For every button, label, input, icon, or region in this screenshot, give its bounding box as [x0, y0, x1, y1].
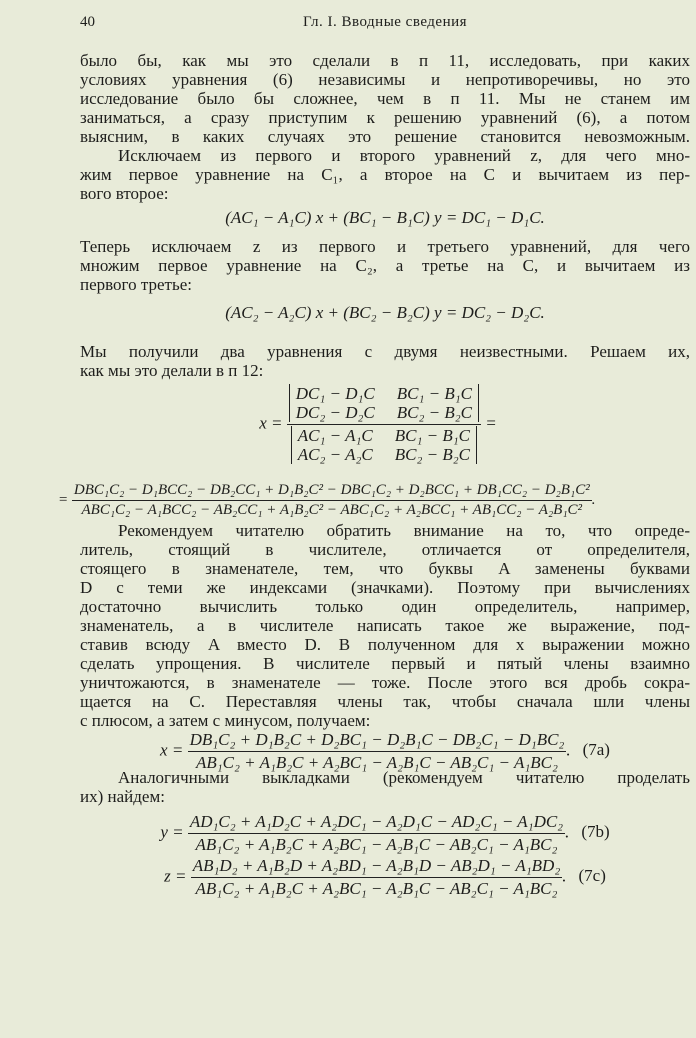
determinant-fraction — [287, 384, 481, 465]
text-line: щается на C. Переставляя члены так, чтобы сначала шли члены — [80, 692, 690, 711]
text-line: D с теми же индексами (значками). Поэтому при вычислениях — [80, 578, 690, 597]
lhs: x = — [259, 413, 283, 433]
text-line: Теперь исключаем z из первого и третьего уравнений, для чего — [80, 237, 690, 256]
equation-number: (7c) — [578, 866, 606, 886]
equation-number: (7b) — [581, 822, 610, 842]
text-line: ставив всюду A вместо D. В полученном для x выражении можно — [80, 635, 690, 654]
denominator: AB₁C₂ + A₁B₂C + A₂BC₁ − A₂B₁C − AB₂C₁ − A₁BC₂ — [195, 879, 558, 898]
equation-2: (AC₂ − A₂C) x + (BC₂ − B₂C) y = DC₂ − D₂C. — [225, 303, 545, 322]
text-line: уничтожаются, в знаменателе — тоже. После этого вся дробь сокра- — [80, 673, 690, 692]
expanded-fraction — [72, 482, 592, 519]
cell: AC₂ − A₂C — [297, 445, 373, 464]
text-line: достаточно вычислить только один определитель, например, — [80, 597, 690, 616]
text-line: выясним, в каких случаях это решение становится невозможным. — [80, 127, 690, 146]
text-line: как мы это делали в п 12: — [80, 361, 264, 380]
text-line: Аналогичными выкладками (рекомендуем читателю проделать — [118, 768, 690, 787]
text-line: их) найдем: — [80, 787, 165, 806]
text-line: было бы, как мы это сделали в п 11, исследовать, при каких — [80, 51, 690, 70]
equation-number: (7a) — [582, 740, 610, 760]
cell: BC₁ − B₁C — [396, 384, 473, 403]
cell: BC₁ − B₁C — [394, 426, 470, 445]
fraction — [191, 856, 563, 899]
text-line: заниматься, а сразу приступим к решению уравнений (6), а потом — [80, 108, 690, 127]
text-line: Мы получили два уравнения с двумя неизвестными. Решаем их, — [80, 342, 690, 361]
numerator: DBC₁C₂ − D₁BCC₂ − DB₂CC₁ + D₁B₂C² − DBC₁C₂ + D₂BCC₁ + DB₁CC₂ − D₂B₁C² — [72, 482, 592, 501]
text-line: Исключаем из первого и второго уравнений z, для чего мно- — [118, 146, 690, 165]
expanded-equation — [58, 482, 696, 519]
period: . — [591, 491, 596, 508]
cell: DC₁ − D₁C — [295, 384, 375, 403]
paragraph-1 — [80, 51, 690, 203]
page-number: 40 — [80, 14, 95, 30]
paragraph-3 — [80, 237, 690, 294]
text-line: Рекомендуем читателю обратить внимание на то, что опреде- — [118, 521, 690, 540]
lhs: x = — [160, 740, 184, 760]
denominator: ABC₁C₂ − A₁BCC₂ − AB₂CC₁ + A₁B₂C² − ABC₁C₂ + A₂BCC₁ + AB₁CC₂ − A₂B₁C² — [81, 502, 583, 518]
denominator-determinant — [291, 426, 477, 464]
equation-7b: y = $\frac{\text{AD₁C₂ + A₁D₂C + A₂DC₁ − A₂D₁C − AD₂C₁ − A₁DC₂}}{\text{AB₁C₂ + A₁B₂C + A₂BC₁ − A₂B₁C − AB₂C₁ − A₁BC₂}}$ . (7b) — [160, 812, 610, 854]
cell: AC₁ − A₁C — [297, 426, 373, 445]
equals: = — [485, 413, 497, 433]
lhs: = — [58, 491, 69, 508]
paragraph-4 — [80, 342, 690, 380]
text-line: условиях уравнения (6) независимы и непротиворечивы, но это — [80, 70, 690, 89]
text-line: литель, стоящий в числителе, отличается от определителя, — [80, 540, 690, 559]
paragraph-6 — [80, 768, 690, 806]
paragraph-5 — [80, 521, 690, 730]
denominator: AB₁C₂ + A₁B₂C + A₂BC₁ − A₂B₁C − AB₂C₁ − A₁BC₂ — [195, 835, 558, 854]
text-line: исследование было бы сложнее, чем в п 11. Мы не станем им — [80, 89, 690, 108]
equation-7a: x = $\frac{\text{DB₁C₂ + D₁B₂C + D₂BC₁ − D₂B₁C − DB₂C₁ − D₁BC₂}}{\text{AB₁C₂ + A₁B₂C + A₂BC₁ − A₂B₁C − AB₂C₁ − A₁BC₂}}$ . (7a) — [160, 730, 610, 772]
equation-7c: z = $\frac{\text{AB₁D₂ + A₁B₂D + A₂BD₁ − A₂B₁D − AB₂D₁ − A₁BD₂}}{\text{AB₁C₂ + A₁B₂C + A₂BC₁ − A₂B₁C − AB₂C₁ − A₁BC₂}}$ . (7c) — [164, 856, 606, 898]
cell: BC₂ − B₂C — [394, 445, 470, 464]
equation-1: (AC₁ − A₁C) x + (BC₁ − B₁C) y = DC₁ − D₁C. — [225, 208, 545, 227]
page-header — [80, 14, 690, 34]
determinant-equation — [0, 384, 696, 465]
denominator: AB₁C₂ + A₁B₂C + A₂BC₁ − A₂B₁C − AB₂C₁ − A₁BC₂ — [196, 753, 558, 772]
numerator: AD₁C₂ + A₁D₂C + A₂DC₁ − A₂D₁C − AD₂C₁ − A₁DC₂ — [188, 812, 565, 834]
numerator-determinant — [289, 384, 479, 422]
cell: DC₂ − D₂C — [295, 403, 375, 422]
lhs: y = — [160, 822, 184, 842]
numerator: AB₁D₂ + A₁B₂D + A₂BD₁ − A₂B₁D − AB₂D₁ − A₁BD₂ — [191, 856, 563, 878]
text-line: вого второе: — [80, 184, 169, 203]
fraction — [188, 812, 565, 855]
cell: BC₂ − B₂C — [396, 403, 473, 422]
text-line: стоящего в знаменателе, тем, что буквы A заменены буквами — [80, 559, 690, 578]
text-line: первого третье: — [80, 275, 192, 294]
text-line: сделать упрощения. В числителе первый и пятый члены взаимно — [80, 654, 690, 673]
running-title: Гл. I. Вводные сведения — [302, 14, 468, 30]
text-line: жим первое уравнение на C₁, а второе на C и вычитаем из пер- — [80, 165, 690, 184]
text-line: множим первое уравнение на C₂, а третье на C, и вычитаем из — [80, 256, 690, 275]
text-line: знаменатель, а в числителе написать такое же выражение, под- — [80, 616, 690, 635]
lhs: z = — [164, 866, 187, 886]
fraction — [188, 730, 567, 773]
numerator: DB₁C₂ + D₁B₂C + D₂BC₁ − D₂B₁C − DB₂C₁ − D₁BC₂ — [188, 730, 567, 752]
text-line: с плюсом, а затем с минусом, получаем: — [80, 711, 371, 730]
